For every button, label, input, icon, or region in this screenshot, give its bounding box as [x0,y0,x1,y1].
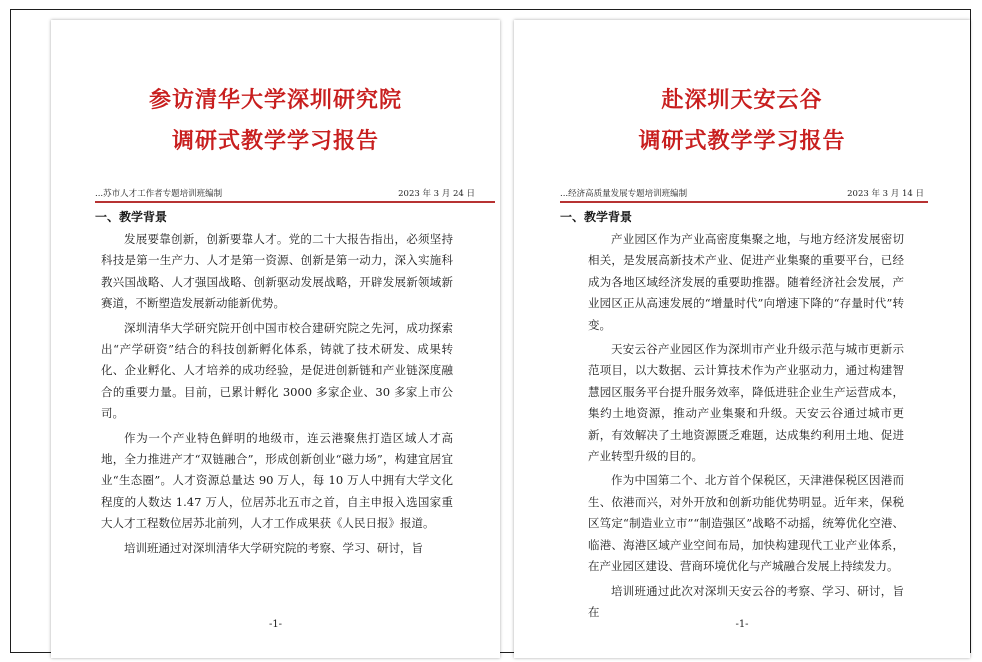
document-viewer-frame [10,9,971,653]
section-heading: 一、教学背景 [560,210,633,224]
section-heading: 一、教学背景 [95,210,168,224]
header-date: 2023 年 3 月 24 日 [398,189,475,199]
report-title-line1: 参访清华大学深圳研究院 [148,87,402,113]
document-page-right [514,20,970,658]
paragraph: 发展要靠创新，创新要靠人才。党的二十大报告指出，必须坚持科技是第一生产力、人才是第一资源、创新是第一动力，深入实施科教兴国战略、人才强国战略、创新驱动发展战略，开辟发展新领域新赛道，不断塑造发展新动能新优势。 [101,232,453,311]
header-organizer: ...苏市人才工作者专题培训班编制 [95,189,223,199]
header-organizer: ...经济高质量发展专题培训班编制 [560,189,688,199]
body-text [101,229,453,562]
paragraph: 作为一个产业特色鲜明的地级市，连云港聚焦打造区域人才高地，全力推进产才“双链融合”，形成创新创业“磁力场”，构建宜居宜业“生态圈”。人才资源总量达 90 万人，每 10 万人中拥有大学文化程度的人数达 1.47 万人，位居苏北五市之首，自主申报入选国家重大人才工程数位居苏北前列，人才工作成果获《人民日报》报道。 [101,430,453,531]
paragraph: 作为中国第二个、北方首个保税区，天津港保税区因港而生、依港而兴，对外开放和创新功能优势明显。近年来，保税区笃定“制造业立市”“制造强区”战略不动摇，统筹优化空港、临港、海港区域产业空间布局，加快构建现代工业产业体系，在产业园区建设、营商环境优化与产城融合发展上持续发力。 [588,473,904,574]
page-number: -1- [268,619,283,630]
document-page-left [51,20,500,658]
body-text [588,229,904,626]
paragraph: 产业园区作为产业高密度集聚之地，与地方经济发展密切相关，是发展高新技术产业、促进产业集聚的重要平台，已经成为各地区域经济发展的重要助推器。随着经济社会发展，产业园区正从高速发展的“增量时代”向增速下降的“存量时代”转变。 [588,232,904,332]
paragraph: 培训班通过此次对深圳天安云谷的考察、学习、研讨，旨在 [588,583,904,619]
header-rule [560,201,928,203]
page-number: -1- [735,619,749,630]
report-title-line1: 赴深圳天安云谷 [661,87,823,113]
paragraph: 培训班通过对深圳清华大学研究院的考察、学习、研讨，旨 [124,540,423,555]
header-date: 2023 年 3 月 14 日 [847,189,924,199]
paragraph: 天安云谷产业园区作为深圳市产业升级示范与城市更新示范项目，以大数据、云计算技术作为产业驱动力，通过构建智慧园区服务平台提升服务效率，降低进驻企业生产运营成本，集约土地资源，推动产业集聚和升级。天安云谷通过城市更新，有效解决了土地资源匮乏难题，达成集约利用土地、促进产业转型升级的目的。 [588,342,904,464]
paragraph: 深圳清华大学研究院开创中国市校合建研究院之先河，成功探索出“产学研资”结合的科技创新孵化体系，铸就了技术研发、成果转化、企业孵化、人才培养的成功经验，是促进创新链和产业链深度融合的重要力量。目前，已累计孵化 3000 多家企业、30 多家上市公司。 [101,320,453,421]
header-rule [95,201,495,203]
report-title-line2: 调研式教学学习报告 [171,128,379,154]
report-title-line2: 调研式教学学习报告 [638,128,846,154]
